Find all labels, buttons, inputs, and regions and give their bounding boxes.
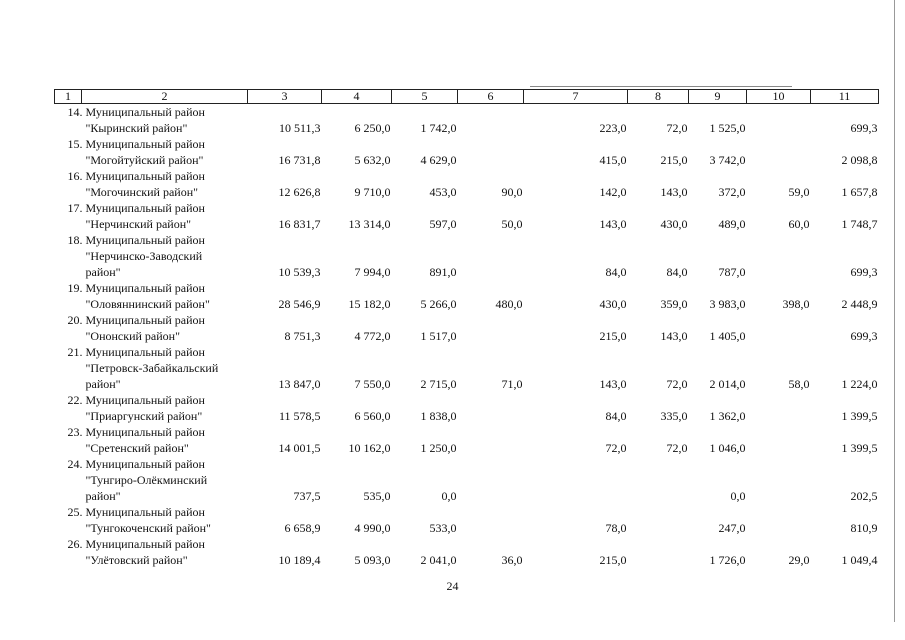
value-cell-col-7: 143,0	[599, 217, 627, 231]
value-cell-col-6: 90,0	[501, 185, 523, 199]
value-cell-col-8: 143,0	[660, 329, 688, 343]
value-cell-col-10: 58,0	[788, 377, 810, 391]
district-name-cell	[55, 312, 248, 344]
value-cell-col-5: 1 838,0	[420, 409, 457, 423]
value-cell-col-3: 10 539,3	[278, 265, 321, 279]
row-number: 25.	[67, 505, 83, 519]
value-cell-col-10: 59,0	[788, 185, 810, 199]
value-cell-col-5: 597,0	[429, 217, 457, 231]
row-number: 15.	[67, 137, 83, 151]
district-name-cell	[55, 104, 248, 137]
value-cell-col-11: 699,3	[850, 265, 878, 279]
row-number: 20.	[67, 313, 83, 327]
value-cell-col-9: 3 742,0	[709, 153, 746, 167]
value-cell-col-5: 2 041,0	[420, 553, 457, 567]
value-cell-col-7: 430,0	[599, 297, 627, 311]
value-cell-col-3: 737,5	[293, 489, 321, 503]
district-label: Муниципальный район	[85, 537, 205, 551]
value-cell-col-10	[747, 312, 811, 344]
district-label: Муниципальный район	[85, 201, 205, 215]
value-cell-col-7: 415,0	[599, 153, 627, 167]
value-cell-col-11: 1 657,8	[841, 185, 878, 199]
value-cell-col-6: 50,0	[501, 217, 523, 231]
value-cell-col-3: 13 847,0	[278, 377, 321, 391]
district-name-cell	[55, 392, 248, 424]
col-header-7: 7	[524, 90, 628, 104]
district-name-cell	[55, 280, 248, 312]
value-cell-col-7: 142,0	[599, 185, 627, 199]
district-label: "Тунгиро-Олёкминский	[85, 473, 208, 487]
value-cell-col-4: 535,0	[363, 489, 391, 503]
budget-table	[54, 89, 879, 568]
row-number: 21.	[67, 345, 83, 359]
district-label: Муниципальный район	[85, 345, 205, 359]
table-row	[55, 392, 879, 424]
value-cell-col-10	[747, 232, 811, 280]
value-cell-col-11: 1 224,0	[841, 377, 878, 391]
value-cell-col-11: 2 098,8	[841, 153, 878, 167]
value-cell-col-11: 699,3	[850, 329, 878, 343]
district-label: "Приаргунский район"	[85, 409, 203, 423]
value-cell-col-4: 6 560,0	[354, 409, 391, 423]
value-cell-col-9: 372,0	[718, 185, 746, 199]
district-label: Муниципальный район	[85, 281, 205, 295]
district-name-cell	[55, 232, 248, 280]
value-cell-col-9: 489,0	[718, 217, 746, 231]
row-number: 14.	[67, 105, 83, 119]
district-name-cell	[55, 168, 248, 200]
col-header-6: 6	[458, 90, 524, 104]
district-label: Муниципальный район	[85, 505, 205, 519]
col-header-2: 2	[161, 89, 168, 103]
row-number: 17.	[67, 201, 83, 215]
district-label: "Нерчинско-Заводский	[85, 249, 203, 263]
district-label: "Улётовский район"	[85, 553, 188, 567]
row-number: 19.	[67, 281, 83, 295]
value-cell-col-10: 60,0	[788, 217, 810, 231]
value-cell-col-9: 1 362,0	[709, 409, 746, 423]
value-cell-col-7: 223,0	[599, 121, 627, 135]
district-label: район"	[85, 489, 121, 503]
value-cell-col-4: 13 314,0	[348, 217, 391, 231]
value-cell-col-5: 1 742,0	[420, 121, 457, 135]
table-row	[55, 168, 879, 200]
row-number: 16.	[67, 169, 83, 183]
district-label: Муниципальный район	[85, 457, 205, 471]
district-label: Муниципальный район	[85, 313, 205, 327]
district-label: Муниципальный район	[85, 393, 205, 407]
value-cell-col-10	[747, 104, 811, 137]
value-cell-col-5: 891,0	[429, 265, 457, 279]
value-cell-col-8: 335,0	[660, 409, 688, 423]
value-cell-col-5: 453,0	[429, 185, 457, 199]
value-cell-col-8	[628, 536, 689, 568]
col-header-8: 8	[628, 90, 689, 104]
value-cell-col-7: 84,0	[605, 265, 627, 279]
value-cell-col-10	[747, 392, 811, 424]
value-cell-col-9: 1 046,0	[709, 441, 746, 455]
value-cell-col-3: 12 626,8	[278, 185, 321, 199]
value-cell-col-3: 10 189,4	[278, 553, 321, 567]
table-row	[55, 280, 879, 312]
value-cell-col-9: 787,0	[718, 265, 746, 279]
district-label: "Могойтуйский район"	[85, 153, 204, 167]
scan-edge-line	[894, 0, 895, 622]
value-cell-col-9: 1 525,0	[709, 121, 746, 135]
value-cell-col-3: 10 511,3	[278, 121, 321, 135]
value-cell-col-11: 1 748,7	[841, 217, 878, 231]
value-cell-col-11: 1 399,5	[841, 441, 878, 455]
value-cell-col-6: 36,0	[501, 553, 523, 567]
value-cell-col-5: 0,0	[441, 489, 457, 503]
value-cell-col-6: 480,0	[495, 297, 523, 311]
value-cell-col-6	[458, 424, 524, 456]
value-cell-col-11: 810,9	[850, 521, 878, 535]
col-header-5: 5	[392, 90, 458, 104]
value-cell-col-3: 14 001,5	[278, 441, 321, 455]
value-cell-col-10	[747, 136, 811, 168]
table-row	[55, 200, 879, 232]
value-cell-col-8: 430,0	[660, 217, 688, 231]
district-label: "Оловяннинский район"	[85, 297, 210, 311]
table-row	[55, 456, 879, 504]
district-label: Муниципальный район	[85, 137, 205, 151]
table-row	[55, 104, 879, 137]
col-header-10: 10	[747, 90, 811, 104]
col-header-3: 3	[248, 90, 322, 104]
value-cell-col-11: 1 049,4	[841, 553, 878, 567]
value-cell-col-9: 247,0	[718, 521, 746, 535]
value-cell-col-8: 143,0	[660, 185, 688, 199]
value-cell-col-7: 215,0	[599, 553, 627, 567]
col-header-11: 11	[811, 90, 879, 104]
value-cell-col-6	[458, 504, 524, 536]
value-cell-col-6	[458, 312, 524, 344]
value-cell-col-9: 2 014,0	[709, 377, 746, 391]
row-number: 23.	[67, 425, 83, 439]
row-number: 26.	[67, 537, 83, 551]
value-cell-col-7: 84,0	[605, 409, 627, 423]
table-row	[55, 536, 879, 568]
col-header-1: 1	[55, 90, 82, 103]
district-name-cell	[55, 456, 248, 504]
value-cell-col-7: 215,0	[599, 329, 627, 343]
value-cell-col-8	[628, 504, 689, 536]
district-label: Муниципальный район	[85, 425, 205, 439]
value-cell-col-6	[458, 104, 524, 137]
header-row	[55, 90, 879, 104]
value-cell-col-8: 72,0	[666, 441, 688, 455]
value-cell-col-8: 84,0	[666, 265, 688, 279]
row-number: 18.	[67, 233, 83, 247]
value-cell-col-11: 1 399,5	[841, 409, 878, 423]
district-name-cell	[55, 344, 248, 392]
table-row	[55, 424, 879, 456]
value-cell-col-8: 215,0	[660, 153, 688, 167]
district-label: Муниципальный район	[85, 169, 205, 183]
value-cell-col-8: 359,0	[660, 297, 688, 311]
table-row	[55, 344, 879, 392]
district-label: район"	[85, 377, 121, 391]
value-cell-col-6	[458, 456, 524, 504]
value-cell-col-5: 4 629,0	[420, 153, 457, 167]
value-cell-col-8: 72,0	[666, 121, 688, 135]
col-header-4: 4	[322, 90, 392, 104]
district-name-cell	[55, 200, 248, 232]
district-name-cell	[55, 136, 248, 168]
district-name-cell	[55, 536, 248, 568]
value-cell-col-5: 2 715,0	[420, 377, 457, 391]
district-name-cell	[55, 424, 248, 456]
value-cell-col-4: 10 162,0	[348, 441, 391, 455]
value-cell-col-3: 11 578,5	[278, 409, 321, 423]
value-cell-col-5: 1 517,0	[420, 329, 457, 343]
value-cell-col-3: 6 658,9	[284, 521, 321, 535]
value-cell-col-9: 3 983,0	[709, 297, 746, 311]
district-label: "Петровск-Забайкальский	[85, 361, 219, 375]
value-cell-col-4: 7 994,0	[354, 265, 391, 279]
value-cell-col-3: 16 831,7	[278, 217, 321, 231]
value-cell-col-9: 1 405,0	[709, 329, 746, 343]
value-cell-col-4: 7 550,0	[354, 377, 391, 391]
table-row	[55, 504, 879, 536]
value-cell-col-3: 16 731,8	[278, 153, 321, 167]
district-name-cell	[55, 504, 248, 536]
value-cell-col-6	[458, 136, 524, 168]
value-cell-col-5: 533,0	[429, 521, 457, 535]
value-cell-col-4: 4 990,0	[354, 521, 391, 535]
district-label: Муниципальный район	[85, 233, 205, 247]
page-number: 24	[446, 579, 459, 593]
district-label: "Могочинский район"	[85, 185, 199, 199]
value-cell-col-3: 28 546,9	[278, 297, 321, 311]
table-row	[55, 136, 879, 168]
value-cell-col-5: 5 266,0	[420, 297, 457, 311]
value-cell-col-3: 8 751,3	[284, 329, 321, 343]
value-cell-col-10	[747, 424, 811, 456]
value-cell-col-4: 15 182,0	[348, 297, 391, 311]
district-label: "Сретенский район"	[85, 441, 189, 455]
value-cell-col-7: 78,0	[605, 521, 627, 535]
value-cell-col-4: 5 632,0	[354, 153, 391, 167]
district-label: "Кыринский район"	[85, 121, 188, 135]
value-cell-col-10: 29,0	[788, 553, 810, 567]
district-label: район"	[85, 265, 121, 279]
value-cell-col-4: 5 093,0	[354, 553, 391, 567]
value-cell-col-10	[747, 504, 811, 536]
district-label: "Ононский район"	[85, 329, 180, 343]
value-cell-col-4: 9 710,0	[354, 185, 391, 199]
value-cell-col-11: 2 448,9	[841, 297, 878, 311]
value-cell-col-6	[458, 232, 524, 280]
value-cell-col-9: 1 726,0	[709, 553, 746, 567]
value-cell-col-9: 0,0	[730, 489, 746, 503]
value-cell-col-11: 699,3	[850, 121, 878, 135]
value-cell-col-4: 6 250,0	[354, 121, 391, 135]
value-cell-col-5: 1 250,0	[420, 441, 457, 455]
value-cell-col-11: 202,5	[850, 489, 878, 503]
value-cell-col-7	[524, 456, 628, 504]
district-label: "Тунгокоченский район"	[85, 521, 211, 535]
value-cell-col-6	[458, 392, 524, 424]
top-rule	[530, 86, 792, 87]
value-cell-col-10: 398,0	[782, 297, 810, 311]
value-cell-col-10	[747, 456, 811, 504]
value-cell-col-4: 4 772,0	[354, 329, 391, 343]
value-cell-col-6: 71,0	[501, 377, 523, 391]
value-cell-col-8	[628, 456, 689, 504]
col-header-1-2	[55, 90, 248, 104]
row-number: 22.	[67, 393, 83, 407]
value-cell-col-7: 143,0	[599, 377, 627, 391]
col-header-9: 9	[689, 90, 747, 104]
district-label: Муниципальный район	[85, 105, 205, 119]
table-row	[55, 312, 879, 344]
value-cell-col-8: 72,0	[666, 377, 688, 391]
table-row	[55, 232, 879, 280]
table-body	[55, 104, 879, 569]
district-label: "Нерчинский район"	[85, 217, 192, 231]
value-cell-col-7: 72,0	[605, 441, 627, 455]
row-number: 24.	[67, 457, 83, 471]
